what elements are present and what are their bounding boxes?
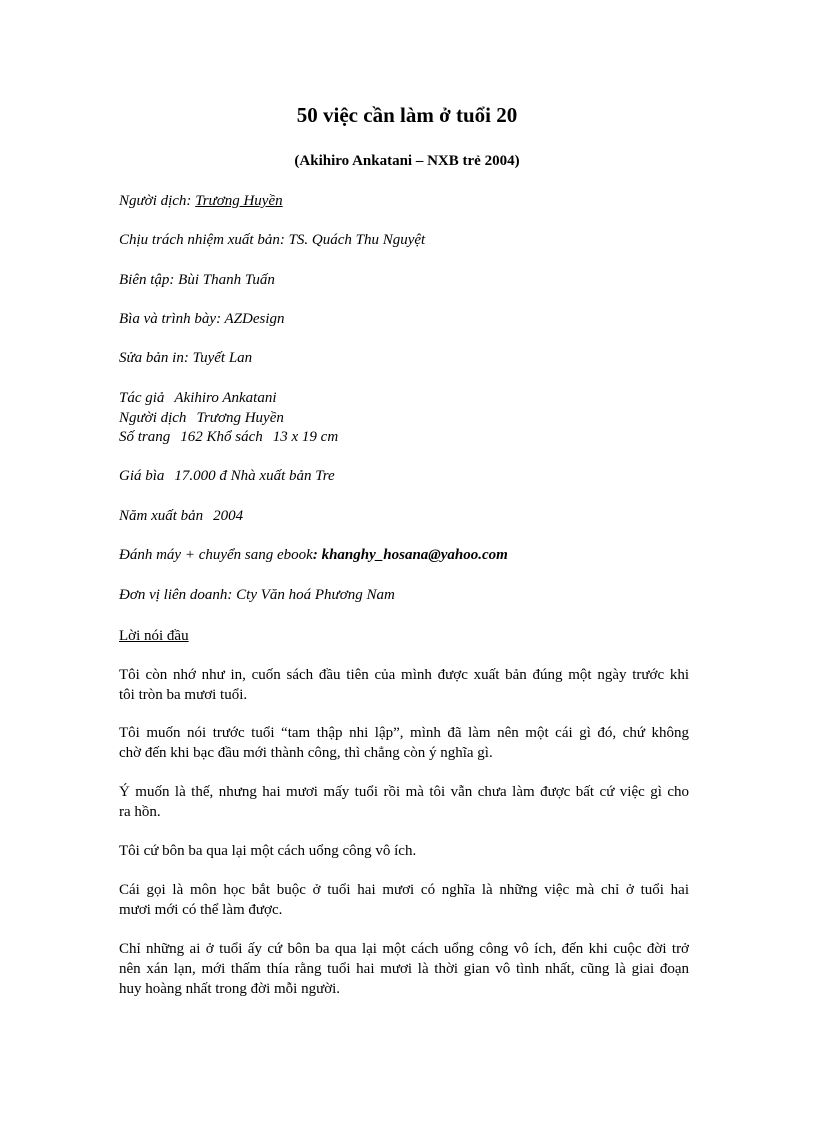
paragraph: [119, 841, 689, 861]
paragraph: [119, 723, 689, 763]
paragraph-line: chờ đến khi bạc đầu mới thành công, thì chẳng còn ý nghĩa gì.: [119, 745, 493, 761]
pages-row: [119, 428, 695, 448]
author-value: Akihiro Ankatani: [174, 390, 277, 406]
paragraph-line: Tôi còn nhớ như in, cuốn sách đầu tiên của mình được xuất bản đúng một ngày trước khi: [119, 667, 689, 683]
paragraph-line: nên xán lạn, mới thấm thía rằng tuổi hai mươi là thời gian vô tình nhất, cũng là giai đoạn: [119, 961, 689, 977]
paragraph-line: huy hoàng nhất trong đời mỗi người.: [119, 981, 341, 997]
translator-name: Trương Huyền: [195, 193, 283, 209]
year-line: [119, 507, 695, 527]
typing-email: : khanghy_hosana@yahoo.com: [312, 547, 508, 563]
translator2-label: Người dịch: [119, 409, 187, 426]
partner-line: Đơn vị liên doanh: Cty Văn hoá Phương Nam: [119, 587, 395, 603]
typing-label: Đánh máy + chuyển sang ebook: [119, 547, 313, 563]
year-value: 2004: [213, 508, 244, 524]
author-label: Tác giả: [119, 390, 165, 406]
price-value: 17.000 đ Nhà xuất bản Tre: [174, 468, 335, 484]
typing-line: [119, 546, 695, 566]
editor-line: Biên tập: Bùi Thanh Tuấn: [119, 272, 275, 288]
cover-design-line: Bìa và trình bày: AZDesign: [119, 311, 285, 327]
paragraph: [119, 939, 689, 999]
paragraph-line: ra hồn.: [119, 804, 161, 820]
proofreader-line: Sửa bản in: Tuyết Lan: [119, 350, 253, 366]
size-value: 13 x 19 cm: [272, 429, 339, 445]
paragraph-line: Chỉ những ai ở tuổi ấy cứ bôn ba qua lại một cách uổng công vô ích, đến khi cuộc đời trở: [119, 941, 689, 957]
translator-label: Người dịch:: [119, 193, 196, 209]
price-label: Giá bìa: [119, 468, 165, 484]
year-label: Năm xuất bản: [119, 508, 204, 524]
price-line: [119, 467, 695, 487]
paragraph: [119, 782, 689, 822]
author-row: [119, 389, 695, 409]
document-title: 50 việc cần làm ở tuổi 20: [296, 103, 518, 127]
preface-heading: Lời nói đầu: [119, 628, 189, 644]
paragraph-line: Ý muốn là thế, nhưng hai mươi mấy tuổi rồi mà tôi vẫn chưa làm được bất cứ việc gì cho: [119, 784, 689, 800]
translator-row: [119, 409, 695, 429]
paragraph-line: Cái gọi là môn học bắt buộc ở tuổi hai mươi có nghĩa là những việc mà chỉ ở tuổi hai: [119, 882, 689, 898]
document-subtitle: (Akihiro Ankatani – NXB trẻ 2004): [294, 153, 520, 169]
book-info-block: [119, 389, 695, 448]
paragraph: [119, 880, 689, 920]
pages-value: 162 Khổ sách: [180, 429, 263, 445]
paragraph-line: Tôi muốn nói trước tuổi “tam thập nhi lập”, mình đã làm nên một cái gì đó, chứ không: [119, 725, 689, 741]
paragraph-line: Tôi cứ bôn ba qua lại một cách uổng công vô ích.: [119, 843, 417, 859]
paragraph-line: tôi tròn ba mươi tuổi.: [119, 687, 248, 703]
paragraph-line: mươi mới có thể làm được.: [119, 902, 283, 918]
pages-label: Số trang: [119, 429, 171, 445]
publisher-responsible-line: Chịu trách nhiệm xuất bản: TS. Quách Thu Nguyệt: [119, 232, 426, 248]
translator-line: [119, 192, 695, 212]
translator2-value: Trương Huyền: [196, 409, 284, 426]
paragraph: [119, 665, 689, 705]
